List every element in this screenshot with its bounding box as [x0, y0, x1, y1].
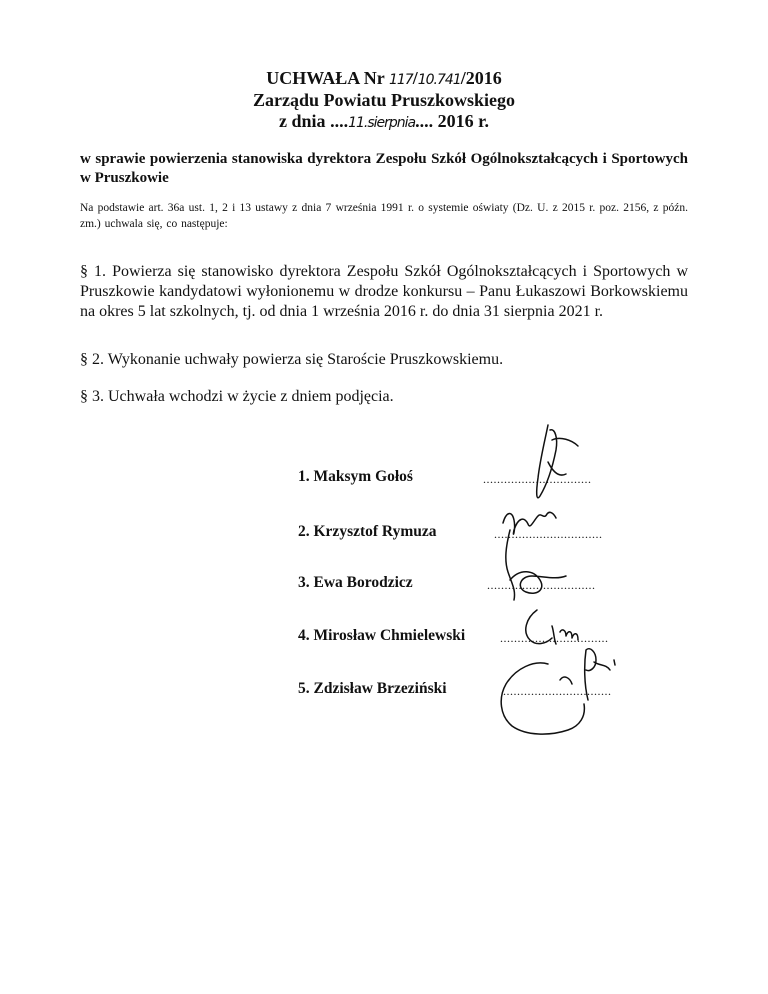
signature-line: ...............................: [500, 631, 609, 645]
signature-line: ...............................: [503, 684, 612, 698]
signatory-name: 5. Zdzisław Brzeziński: [298, 680, 447, 697]
signatory-name: 4. Mirosław Chmielewski: [298, 627, 466, 644]
paragraph-3: § 3. Uchwała wchodzi w życie z dniem podjęcia.: [80, 388, 394, 405]
signatory-name: 1. Maksym Gołoś: [298, 468, 413, 485]
signature-5: [501, 649, 615, 734]
legal-basis: Na podstawie art. 36a ust. 1, 2 i 13 ustawy z dnia 7 września 1991 r. o systemie oświaty (Dz. U. z 2015 r. poz. 2156, z późn. zm.) uchwala się, co następuje:: [80, 202, 688, 230]
paragraph-2: § 2. Wykonanie uchwały powierza się Staroście Pruszkowskiemu.: [80, 351, 504, 368]
signatory-name: 2. Krzysztof Rymuza: [298, 523, 437, 540]
signatory-name: 3. Ewa Borodzicz: [298, 574, 413, 591]
paragraph-1: § 1. Powierza się stanowisko dyrektora Zespołu Szkół Ogólnokształcących i Sportowych w Pruszkowie kandydatowi wyłonionemu w drodze konkursu – Panu Łukaszowi Borkowskiemu na okres 5 lat szkolnych, tj. od dnia 1 września 2016 r. do dnia 31 sierpnia 2021 r.: [80, 263, 688, 320]
title-separator-1: /: [412, 68, 418, 88]
signature-3: [510, 572, 566, 594]
handwritten-date: 11.sierpnia: [348, 115, 416, 131]
handwritten-number-2: 10.741: [417, 72, 461, 88]
signature-1: [537, 425, 578, 498]
resolution-subject: w sprawie powierzenia stanowiska dyrektora Zespołu Szkół Ogólnokształcących i Sportowych w Pruszkowie: [80, 151, 688, 186]
signature-line: ...............................: [483, 472, 592, 486]
handwritten-number-1: 117: [388, 72, 413, 88]
date-dots-right: ....: [415, 111, 434, 131]
date-dots-left: ....: [330, 111, 349, 131]
title-year: 2016: [465, 68, 502, 88]
signature-4: [526, 610, 578, 644]
date-suffix: 2016 r.: [433, 111, 489, 131]
signature-line: ...............................: [487, 578, 596, 592]
title-separator-2: /: [460, 68, 466, 88]
signature-2: [503, 512, 556, 600]
signature-line: ...............................: [494, 527, 603, 541]
issuing-body: Zarządu Powiatu Pruszkowskiego: [252, 90, 515, 110]
title-prefix: UCHWAŁA Nr: [266, 68, 389, 88]
date-prefix: z dnia: [279, 111, 331, 131]
